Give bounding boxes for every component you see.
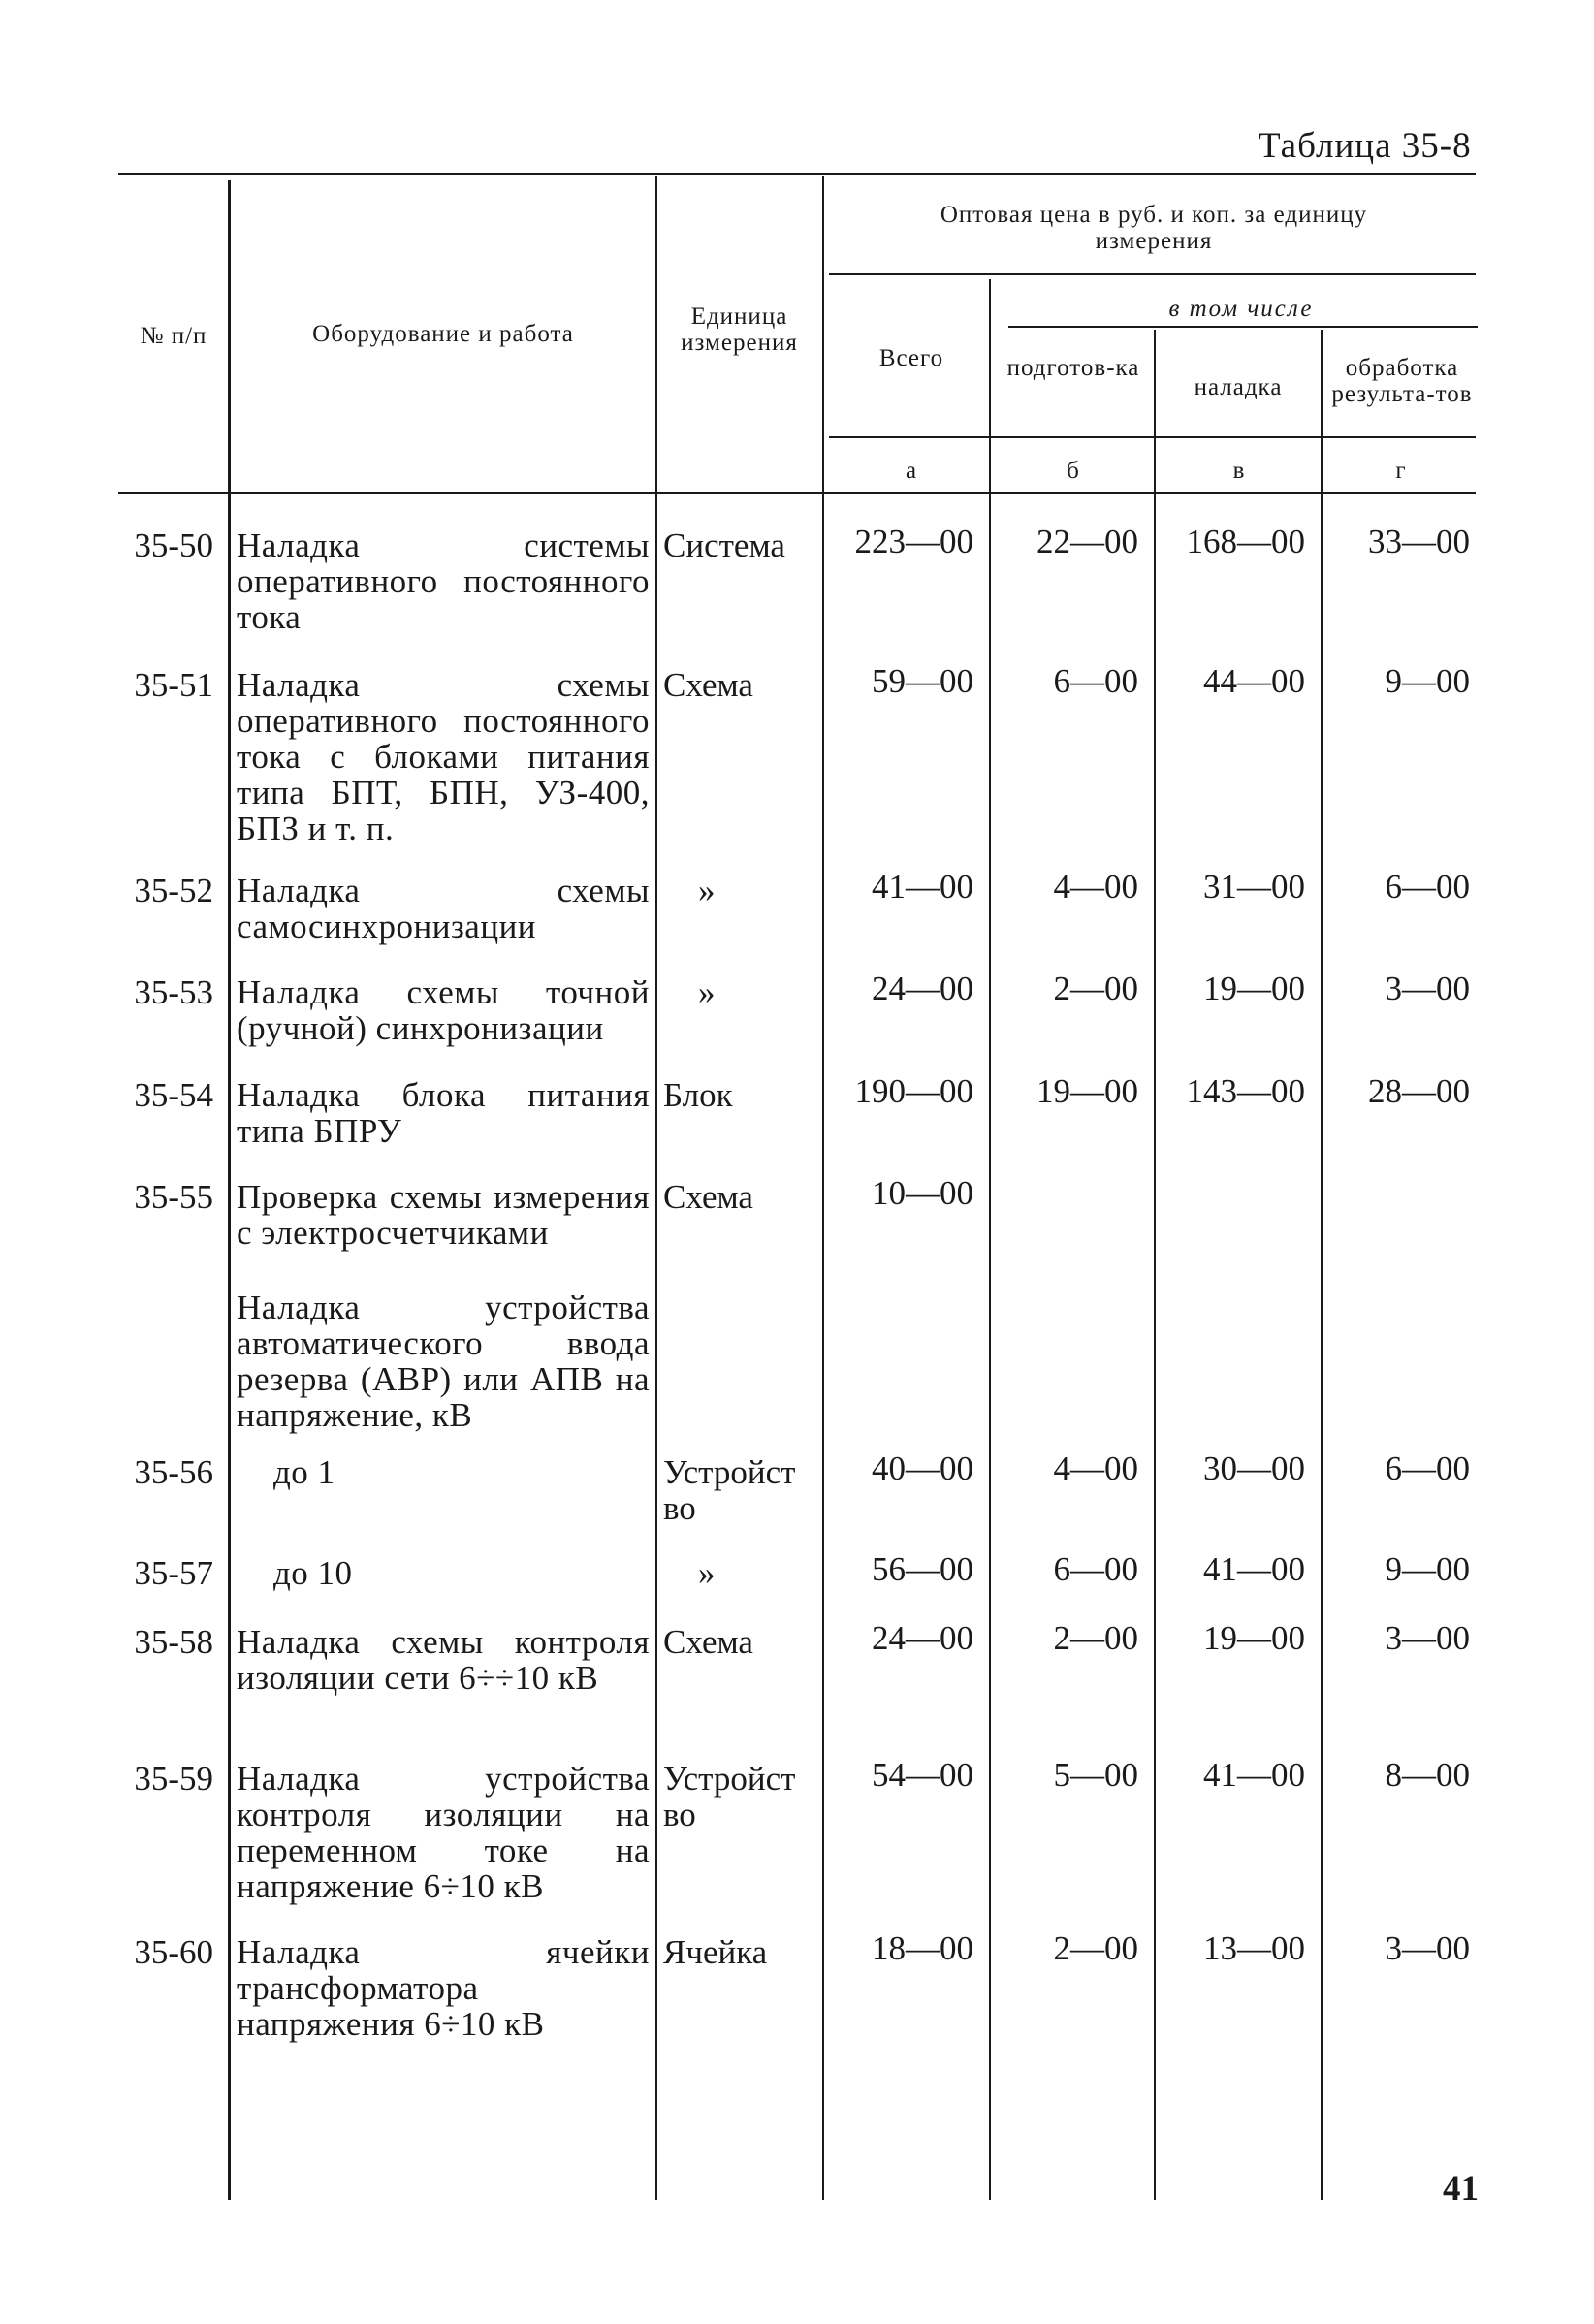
row-unit: Устройство bbox=[663, 1453, 796, 1527]
row-description: Наладка схемы самосинхронизации bbox=[237, 872, 650, 945]
row-price-adjust: 143—00 bbox=[1186, 1072, 1305, 1110]
row-number: 35-56 bbox=[134, 1453, 213, 1491]
row-price-total: 56—00 bbox=[872, 1550, 973, 1588]
row-unit: Ячейка bbox=[663, 1933, 768, 1971]
col-divider-equipment bbox=[655, 176, 657, 2200]
row-price-total: 54—00 bbox=[872, 1756, 973, 1794]
row-price-process: 33—00 bbox=[1368, 523, 1470, 560]
row-price-adjust: 44—00 bbox=[1203, 662, 1305, 700]
price-group-rule bbox=[829, 273, 1476, 275]
header-letter-b: б bbox=[1067, 458, 1080, 484]
row-description: до 1 bbox=[273, 1453, 335, 1491]
row-unit: » bbox=[698, 872, 716, 909]
row-number: 35-53 bbox=[134, 973, 213, 1011]
row-unit: » bbox=[698, 1554, 716, 1592]
col-divider-num bbox=[228, 180, 231, 2200]
row-price-adjust: 41—00 bbox=[1203, 1550, 1305, 1588]
row-price-prep: 2—00 bbox=[1053, 970, 1138, 1007]
row-price-process: 28—00 bbox=[1368, 1072, 1470, 1110]
row-price-total: 10—00 bbox=[872, 1174, 973, 1212]
header-price-group: Оптовая цена в руб. и коп. за единицу измерения bbox=[940, 202, 1368, 254]
row-price-total: 190—00 bbox=[854, 1072, 973, 1110]
row-price-adjust: 30—00 bbox=[1203, 1449, 1305, 1487]
row-unit: Схема bbox=[663, 666, 753, 704]
row-number: 35-51 bbox=[134, 666, 213, 704]
row-price-adjust: 13—00 bbox=[1203, 1929, 1305, 1967]
row-price-process: 3—00 bbox=[1385, 1929, 1470, 1967]
row-description: Наладка схемы точной (ручной) синхронизации bbox=[237, 973, 650, 1047]
row-description: Наладка ячейки трансформатора напряжения 6÷10 кВ bbox=[237, 1933, 650, 2043]
row-price-total: 24—00 bbox=[872, 970, 973, 1007]
row-description: до 10 bbox=[273, 1554, 353, 1592]
header-letter-g: г bbox=[1395, 458, 1407, 484]
row-number: 35-55 bbox=[134, 1178, 213, 1216]
row-number: 35-59 bbox=[134, 1760, 213, 1798]
row-description: Наладка блока питания типа БПРУ bbox=[237, 1076, 650, 1150]
row-price-process: 9—00 bbox=[1385, 1550, 1470, 1588]
row-price-prep: 2—00 bbox=[1053, 1929, 1138, 1967]
col-divider-total bbox=[989, 279, 991, 2200]
header-equipment: Оборудование и работа bbox=[312, 321, 574, 347]
row-number: 35-52 bbox=[134, 872, 213, 909]
row-unit: Устройство bbox=[663, 1760, 796, 1833]
top-rule bbox=[118, 173, 1476, 175]
row-unit: Система bbox=[663, 526, 785, 564]
row-description: Наладка устройства автоматического ввода резерва (АВР) или АПВ на напряжение, кВ bbox=[237, 1289, 650, 1434]
row-price-process: 6—00 bbox=[1385, 868, 1470, 906]
row-price-total: 18—00 bbox=[872, 1929, 973, 1967]
header-including: в том числе bbox=[1168, 296, 1314, 322]
row-price-prep: 19—00 bbox=[1036, 1072, 1138, 1110]
row-price-prep: 22—00 bbox=[1036, 523, 1138, 560]
row-number: 35-58 bbox=[134, 1623, 213, 1661]
row-price-process: 8—00 bbox=[1385, 1756, 1470, 1794]
header-total: Всего bbox=[878, 345, 944, 371]
row-price-process: 6—00 bbox=[1385, 1449, 1470, 1487]
row-unit: » bbox=[698, 973, 716, 1011]
row-price-total: 40—00 bbox=[872, 1449, 973, 1487]
row-price-adjust: 19—00 bbox=[1203, 1619, 1305, 1657]
row-unit: Схема bbox=[663, 1178, 753, 1216]
row-price-total: 59—00 bbox=[872, 662, 973, 700]
row-price-adjust: 19—00 bbox=[1203, 970, 1305, 1007]
row-price-adjust: 41—00 bbox=[1203, 1756, 1305, 1794]
row-number: 35-54 bbox=[134, 1076, 213, 1114]
header-prep: подготов-ка bbox=[1006, 355, 1140, 381]
row-description: Наладка системы оперативного постоянного тока bbox=[237, 526, 650, 636]
row-price-total: 41—00 bbox=[872, 868, 973, 906]
row-number: 35-57 bbox=[134, 1554, 213, 1592]
subheader-rule bbox=[829, 436, 1476, 438]
page-number: 41 bbox=[1443, 2169, 1479, 2209]
row-number: 35-60 bbox=[134, 1933, 213, 1971]
row-price-prep: 6—00 bbox=[1053, 662, 1138, 700]
row-price-process: 3—00 bbox=[1385, 970, 1470, 1007]
row-unit: Блок bbox=[663, 1076, 733, 1114]
header-bottom-rule bbox=[118, 492, 1476, 494]
row-unit: Схема bbox=[663, 1623, 753, 1661]
row-description: Наладка схемы оперативного постоянного тока с блоками питания типа БПТ, БПН, УЗ-400, БПЗ и т. п. bbox=[237, 666, 650, 847]
row-price-process: 3—00 bbox=[1385, 1619, 1470, 1657]
col-divider-adjust bbox=[1321, 330, 1323, 2200]
row-number: 35-50 bbox=[134, 526, 213, 564]
col-divider-prep bbox=[1154, 330, 1156, 2200]
row-price-prep: 2—00 bbox=[1053, 1619, 1138, 1657]
header-process: обработка результа-тов bbox=[1331, 355, 1473, 407]
header-num: № п/п bbox=[140, 323, 207, 349]
row-price-prep: 5—00 bbox=[1053, 1756, 1138, 1794]
header-letter-v: в bbox=[1232, 458, 1246, 484]
including-rule bbox=[1008, 326, 1478, 328]
header-adjust: наладка bbox=[1194, 374, 1283, 400]
header-letter-a: а bbox=[905, 458, 918, 484]
row-price-prep: 4—00 bbox=[1053, 1449, 1138, 1487]
row-price-prep: 4—00 bbox=[1053, 868, 1138, 906]
row-price-adjust: 168—00 bbox=[1186, 523, 1305, 560]
row-price-prep: 6—00 bbox=[1053, 1550, 1138, 1588]
row-price-process: 9—00 bbox=[1385, 662, 1470, 700]
header-unit: Единица измерения bbox=[681, 303, 798, 356]
row-description: Наладка схемы контроля изоляции сети 6÷÷10 кВ bbox=[237, 1623, 650, 1697]
row-price-adjust: 31—00 bbox=[1203, 868, 1305, 906]
col-divider-unit bbox=[822, 176, 824, 2200]
row-price-total: 24—00 bbox=[872, 1619, 973, 1657]
row-description: Проверка схемы измерения с электросчетчиками bbox=[237, 1178, 650, 1252]
table-label: Таблица 35-8 bbox=[1259, 126, 1472, 166]
row-description: Наладка устройства контроля изоляции на переменном токе на напряжение 6÷10 кВ bbox=[237, 1760, 650, 1905]
row-price-total: 223—00 bbox=[854, 523, 973, 560]
